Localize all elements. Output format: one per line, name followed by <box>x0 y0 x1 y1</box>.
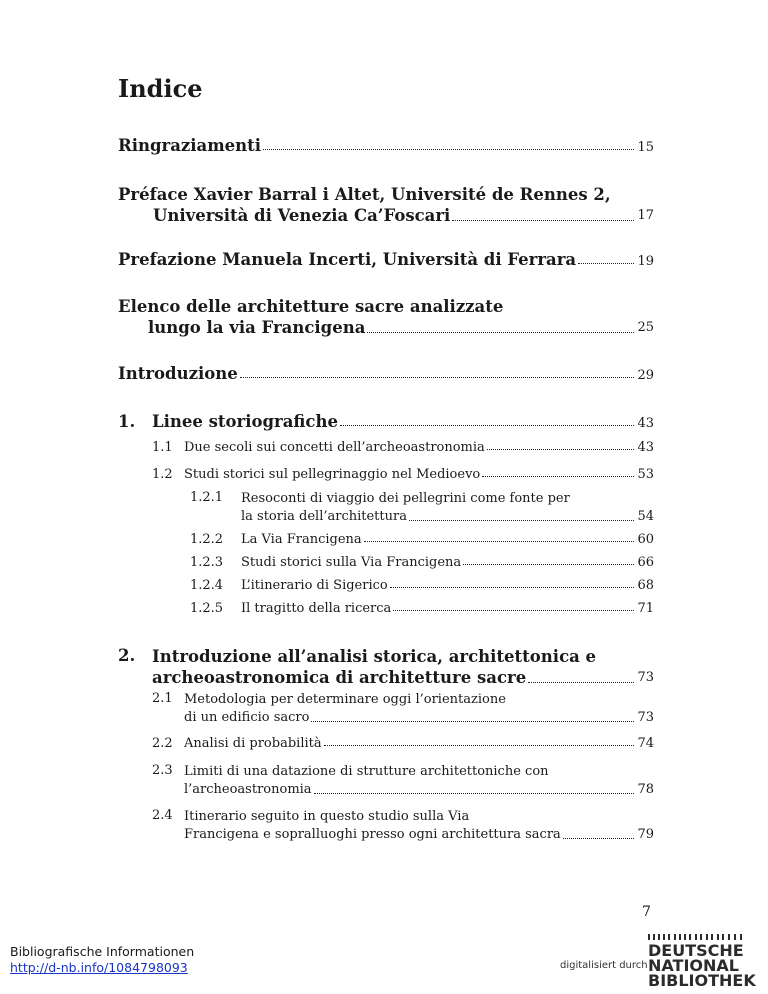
chapter-title: Linee storiografiche <box>152 412 338 431</box>
entry-title-line2: Università di Venezia Ca’Foscari <box>153 206 451 225</box>
section-number: 2.3 <box>152 763 173 778</box>
toc-chapter-1[interactable] <box>152 412 654 431</box>
dot-leader <box>409 520 634 521</box>
section-title-line2: Francigena e sopralluoghi presso ogni architettura sacra <box>184 827 561 842</box>
section-title-line1: Limiti di una datazione di strutture architettoniche con <box>184 764 549 779</box>
page-ref: 66 <box>637 555 654 570</box>
dot-leader <box>314 793 635 794</box>
toc-chapter-2[interactable] <box>152 646 654 688</box>
section-title-line1: Itinerario seguito in questo studio sulla Via <box>184 809 470 824</box>
entry-title: Ringraziamenti <box>118 136 262 155</box>
toc-section-2-1[interactable] <box>184 691 654 727</box>
chapter-title-line2: archeoastronomica di architetture sacre <box>152 668 527 687</box>
toc-section-2-2[interactable] <box>184 736 654 751</box>
section-title-line2: la storia dell’architettura <box>241 509 407 524</box>
page-ref: 54 <box>637 509 654 524</box>
dot-leader <box>364 541 635 542</box>
section-number: 1.2.1 <box>190 490 224 505</box>
dot-leader <box>487 449 635 450</box>
page-ref: 74 <box>637 736 654 751</box>
chapter-title-line1: Introduzione all’analisi storica, architettonica e <box>152 647 597 666</box>
page-ref: 73 <box>637 710 654 725</box>
page-ref: 53 <box>637 467 654 482</box>
section-title: Due secoli sui concetti dell’archeoastronomia <box>184 440 485 455</box>
page-ref: 79 <box>637 827 654 842</box>
section-title-line2: l’archeoastronomia <box>184 782 312 797</box>
section-title: Studi storici sulla Via Francigena <box>241 555 462 570</box>
digitized-by-label: digitalisiert durch <box>560 960 648 971</box>
section-number: 1.2.3 <box>190 555 224 570</box>
section-number: 1.2 <box>152 467 173 482</box>
bibliographic-info-label: Bibliografische Informationen <box>10 944 195 959</box>
page-ref: 43 <box>637 440 654 455</box>
section-title: Studi storici sul pellegrinaggio nel Medioevo <box>184 467 481 482</box>
toc-section-1-2[interactable] <box>184 467 654 482</box>
svg-text:BIBLIOTHEK: BIBLIOTHEK <box>648 971 756 988</box>
dot-leader <box>263 149 634 150</box>
dnb-logo <box>648 934 758 988</box>
section-number: 2.2 <box>152 736 173 751</box>
section-number: 2.4 <box>152 808 173 823</box>
dot-leader <box>482 476 634 477</box>
section-title: Il tragitto della ricerca <box>241 601 392 616</box>
entry-title-line2: lungo la via Francigena <box>148 318 366 337</box>
dot-leader <box>324 745 635 746</box>
toc-section-2-3[interactable] <box>184 763 654 799</box>
toc-section-1-2-4[interactable] <box>241 578 654 593</box>
dot-leader <box>463 564 634 565</box>
dot-leader <box>563 838 635 839</box>
section-title: La Via Francigena <box>241 532 362 547</box>
page-ref: 78 <box>637 782 654 797</box>
section-title: Analisi di probabilità <box>184 736 322 751</box>
bibliographic-info-link[interactable]: http://d-nb.info/1084798093 <box>10 960 188 975</box>
dot-leader <box>393 610 634 611</box>
section-number: 2.1 <box>152 691 173 706</box>
section-number: 1.2.4 <box>190 578 224 593</box>
dot-leader <box>578 263 634 264</box>
toc-entry-prefazione[interactable] <box>118 250 654 269</box>
page-ref: 17 <box>637 208 654 223</box>
section-number: 1.1 <box>152 440 173 455</box>
svg-text:NATIONAL: NATIONAL <box>648 956 739 975</box>
section-number: 1.2.2 <box>190 532 224 547</box>
page-ref: 29 <box>637 368 654 383</box>
toc-entry-introduzione[interactable] <box>118 364 654 383</box>
entry-title: Introduzione <box>118 364 238 383</box>
chapter-number: 2. <box>118 646 136 665</box>
toc-section-1-2-1[interactable] <box>241 490 654 526</box>
dot-leader <box>528 682 634 683</box>
page-ref: 60 <box>637 532 654 547</box>
toc-entry-preface[interactable] <box>118 184 654 226</box>
section-title-line2: di un edificio sacro <box>184 710 310 725</box>
section-title-line1: Metodologia per determinare oggi l’orientazione <box>184 692 506 707</box>
toc-section-2-4[interactable] <box>184 808 654 844</box>
page-ref: 71 <box>637 601 654 616</box>
bibliographic-info <box>10 944 194 976</box>
section-title: L’itinerario di Sigerico <box>241 578 388 593</box>
toc-entry-ringraziamenti[interactable] <box>118 136 654 155</box>
page-ref: 19 <box>637 254 654 269</box>
toc-entry-elenco[interactable] <box>118 296 654 338</box>
dot-leader <box>452 220 634 221</box>
svg-text:DEUTSCHE: DEUTSCHE <box>648 941 744 960</box>
page-ref: 68 <box>637 578 654 593</box>
toc-section-1-2-3[interactable] <box>241 555 654 570</box>
entry-title-line1: Préface Xavier Barral i Altet, Université de Rennes 2, <box>118 185 611 204</box>
dot-leader <box>240 377 635 378</box>
dot-leader <box>390 587 635 588</box>
toc-section-1-1[interactable] <box>184 440 654 455</box>
section-title-line1: Resoconti di viaggio dei pellegrini come fonte per <box>241 491 570 506</box>
page-ref: 25 <box>637 320 654 335</box>
page-ref: 73 <box>637 670 654 685</box>
section-number: 1.2.5 <box>190 601 224 616</box>
page-ref: 15 <box>637 140 654 155</box>
dot-leader <box>367 332 634 333</box>
page-title: Indice <box>118 74 203 103</box>
entry-title-line1: Elenco delle architetture sacre analizzate <box>118 297 504 316</box>
toc-section-1-2-2[interactable] <box>241 532 654 547</box>
toc-section-1-2-5[interactable] <box>241 601 654 616</box>
entry-title: Prefazione Manuela Incerti, Università di Ferrara <box>118 250 577 269</box>
chapter-number: 1. <box>118 412 136 431</box>
dot-leader <box>340 425 635 426</box>
page-ref: 43 <box>637 416 654 431</box>
dot-leader <box>311 721 634 722</box>
page-number: 7 <box>642 904 651 920</box>
